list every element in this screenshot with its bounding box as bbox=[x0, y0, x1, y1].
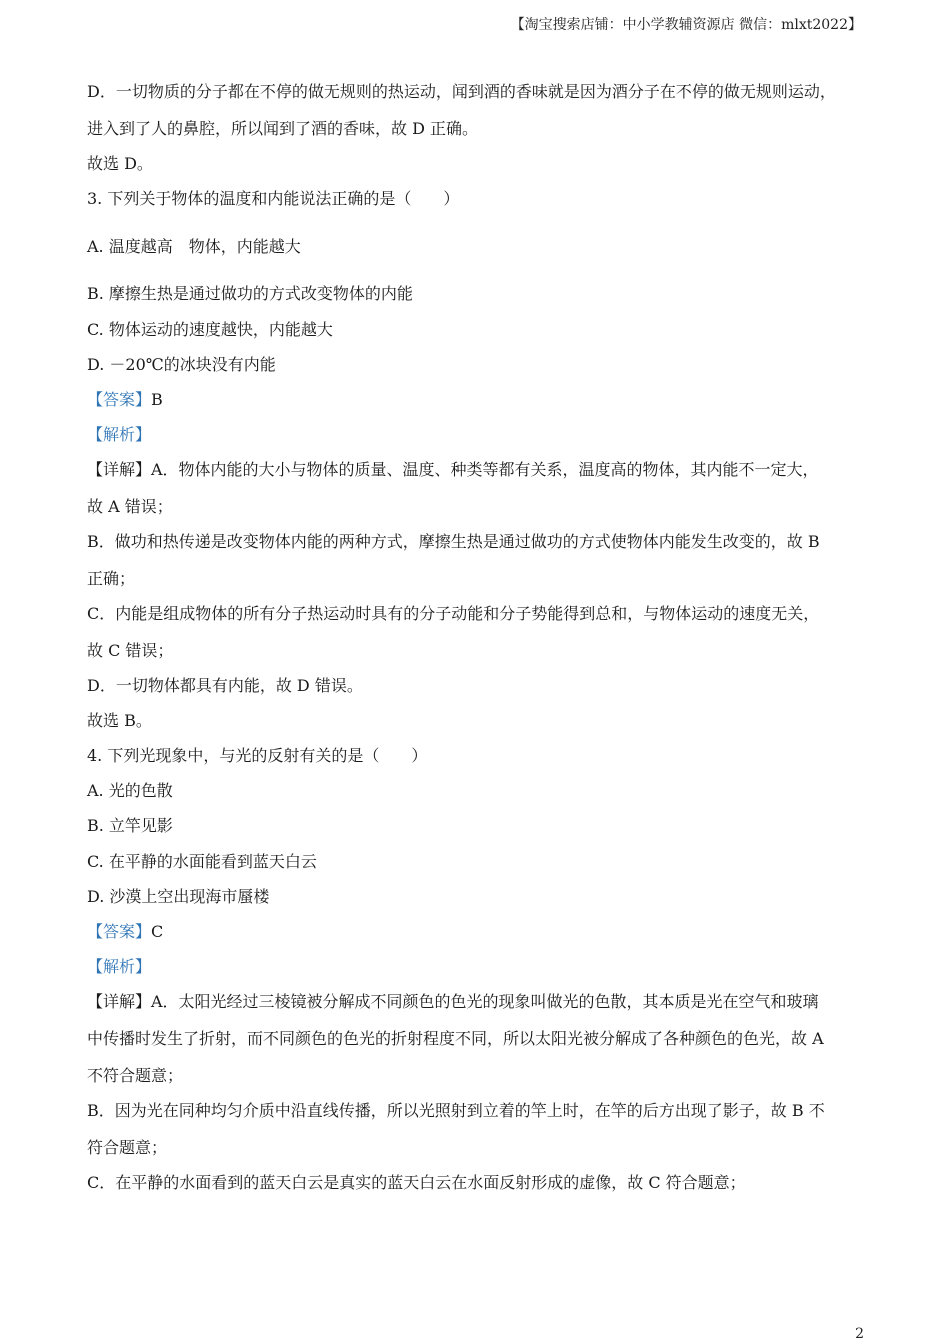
q4-option-b: B. 立竿见影 bbox=[87, 816, 173, 835]
q2-option-d-explanation-line1: D．一切物质的分子都在不停的做无规则的热运动，闻到酒的香味就是因为酒分子在不停的做无规则运动， bbox=[87, 82, 836, 101]
q2-conclusion: 故选 D。 bbox=[87, 154, 153, 173]
q3-detail-a-line2: 故 A 错误； bbox=[87, 497, 173, 516]
answer-tag: 【答案】 bbox=[87, 390, 152, 409]
q3-analysis-tag: 【解析】 bbox=[87, 425, 152, 444]
q4-option-d: D. 沙漠上空出现海市蜃楼 bbox=[87, 887, 270, 906]
q3-option-b: B. 摩擦生热是通过做功的方式改变物体的内能 bbox=[87, 284, 413, 303]
q3-detail-c-line2: 故 C 错误； bbox=[87, 641, 174, 660]
q3-detail-c-line1: C．内能是组成物体的所有分子热运动时具有的分子动能和分子势能得到总和，与物体运动的速度无关， bbox=[87, 604, 820, 623]
q4-detail-b-line1: B．因为光在同种均匀介质中沿直线传播，所以光照射到立着的竿上时，在竿的后方出现了影子，故 B 不 bbox=[87, 1101, 825, 1120]
q4-stem: 4. 下列光现象中，与光的反射有关的是（ ） bbox=[87, 746, 428, 765]
q4-answer bbox=[87, 922, 163, 942]
q3-option-a: A. 温度越高 物体，内能越大 bbox=[87, 237, 301, 256]
q3-stem: 3. 下列关于物体的温度和内能说法正确的是（ ） bbox=[87, 189, 460, 208]
q4-detail-c: C．在平静的水面看到的蓝天白云是真实的蓝天白云在水面反射形成的虚像，故 C 符合题意； bbox=[87, 1173, 746, 1192]
q3-detail-b-line2: 正确； bbox=[87, 569, 136, 588]
q4-analysis-tag: 【解析】 bbox=[87, 957, 152, 976]
q4-detail-a-line3: 不符合题意； bbox=[87, 1066, 184, 1085]
q3-option-d: D. －20℃的冰块没有内能 bbox=[87, 355, 276, 374]
q3-option-c: C. 物体运动的速度越快，内能越大 bbox=[87, 320, 333, 339]
q2-option-d-explanation-line2: 进入到了人的鼻腔，所以闻到了酒的香味，故 D 正确。 bbox=[87, 119, 479, 138]
answer-value: B bbox=[151, 390, 163, 409]
q3-detail-a-line1: 【详解】A．物体内能的大小与物体的质量、温度、种类等都有关系，温度高的物体，其内能不一定大， bbox=[87, 460, 819, 479]
q3-answer bbox=[87, 390, 163, 410]
q4-detail-b-line2: 符合题意； bbox=[87, 1138, 168, 1157]
q3-detail-d: D．一切物体都具有内能，故 D 错误。 bbox=[87, 676, 363, 695]
answer-tag: 【答案】 bbox=[87, 922, 152, 941]
q3-detail-b-line1: B．做功和热传递是改变物体内能的两种方式，摩擦生热是通过做功的方式使物体内能发生改变的，故 B bbox=[87, 532, 820, 551]
q4-detail-a-line1: 【详解】A．太阳光经过三棱镜被分解成不同颜色的色光的现象叫做光的色散，其本质是光在空气和玻璃 bbox=[87, 992, 819, 1011]
q4-option-c: C. 在平静的水面能看到蓝天白云 bbox=[87, 852, 317, 871]
page-header: 【淘宝搜索店铺：中小学教辅资源店 微信：mlxt2022】 bbox=[510, 17, 862, 33]
page-number: 2 bbox=[855, 1326, 864, 1342]
q3-conclusion: 故选 B。 bbox=[87, 711, 152, 730]
q4-option-a: A. 光的色散 bbox=[87, 781, 173, 800]
q4-detail-a-line2: 中传播时发生了折射，而不同颜色的色光的折射程度不同，所以太阳光被分解成了各种颜色的色光，故 A bbox=[87, 1029, 824, 1048]
answer-value: C bbox=[151, 922, 164, 941]
